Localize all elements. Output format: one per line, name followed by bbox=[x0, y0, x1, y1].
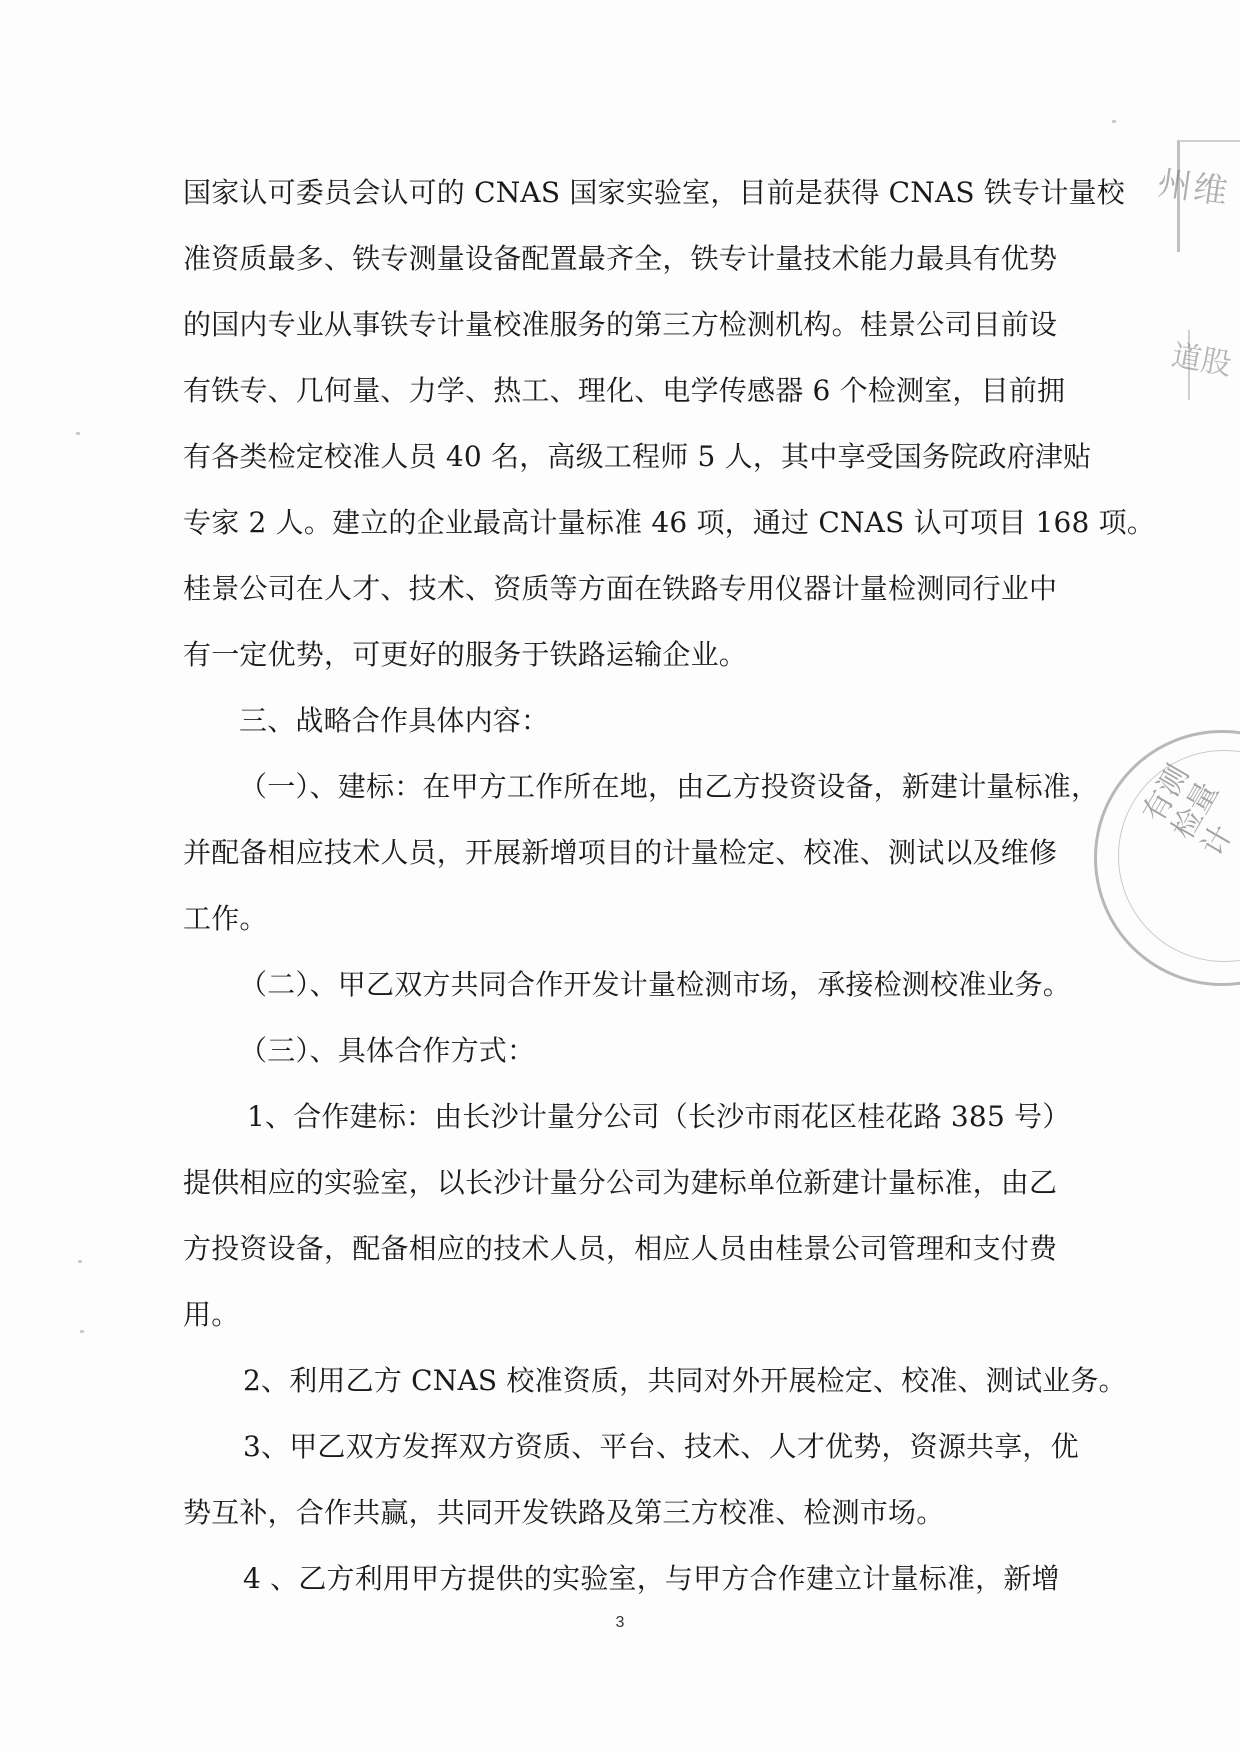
round-seal-text: 有测检量计 bbox=[1135, 759, 1240, 863]
subsection-line: （一）、建标：在甲方工作所在地，由乙方投资设备，新建计量标准， bbox=[239, 770, 1100, 803]
body-line: 专家 2 人。建立的企业最高计量标准 46 项，通过 CNAS 认可项目 168 项。 bbox=[183, 506, 1156, 539]
body-line: 工作。 bbox=[183, 902, 268, 935]
numbered-item-line: 3、甲乙双方发挥双方资质、平台、技术、人才优势，资源共享，优 bbox=[243, 1430, 1079, 1463]
numbered-item-line: 1、合作建标：由长沙计量分公司（长沙市雨花区桂花路 385 号） bbox=[247, 1100, 1071, 1133]
body-line: 有一定优势，可更好的服务于铁路运输企业。 bbox=[183, 638, 748, 671]
scan-speck bbox=[76, 432, 80, 435]
page-number: 3 bbox=[615, 1614, 625, 1631]
subsection-line: （二）、甲乙双方共同合作开发计量检测市场，承接检测校准业务。 bbox=[239, 968, 1072, 1001]
numbered-item-line: 2、利用乙方 CNAS 校准资质，共同对外开展检定、校准、测试业务。 bbox=[243, 1364, 1127, 1397]
body-line: 的国内专业从事铁专计量校准服务的第三方检测机构。桂景公司目前设 bbox=[183, 308, 1058, 341]
body-line: 有各类检定校准人员 40 名，高级工程师 5 人，其中享受国务院政府津贴 bbox=[183, 440, 1092, 473]
seal-fragment-middle-text: 道股 bbox=[1168, 338, 1234, 383]
scan-speck bbox=[80, 1330, 84, 1333]
body-line: 用。 bbox=[183, 1298, 240, 1331]
numbered-item-line: 4 、乙方利用甲方提供的实验室，与甲方合作建立计量标准，新增 bbox=[243, 1562, 1060, 1595]
body-line: 方投资设备，配备相应的技术人员，相应人员由桂景公司管理和支付费 bbox=[183, 1232, 1058, 1265]
body-line: 提供相应的实验室，以长沙计量分公司为建标单位新建计量标准，由乙 bbox=[183, 1166, 1058, 1199]
body-line: 国家认可委员会认可的 CNAS 国家实验室，目前是获得 CNAS 铁专计量校 bbox=[183, 176, 1125, 209]
section-heading: 三、战略合作具体内容： bbox=[239, 704, 550, 737]
body-line: 桂景公司在人才、技术、资质等方面在铁路专用仪器计量检测同行业中 bbox=[183, 572, 1058, 605]
scan-speck bbox=[78, 1260, 82, 1263]
scan-speck bbox=[1112, 120, 1116, 123]
body-line: 并配备相应技术人员，开展新增项目的计量检定、校准、测试以及维修 bbox=[183, 836, 1058, 869]
subsection-heading: （三）、具体合作方式： bbox=[239, 1034, 536, 1067]
body-line: 有铁专、几何量、力学、热工、理化、电学传感器 6 个检测室，目前拥 bbox=[183, 374, 1066, 407]
body-line: 势互补，合作共赢，共同开发铁路及第三方校准、检测市场。 bbox=[183, 1496, 945, 1529]
body-line: 准资质最多、铁专测量设备配置最齐全，铁专计量技术能力最具有优势 bbox=[183, 242, 1058, 275]
document-body bbox=[183, 160, 1156, 1612]
seal-fragment-top-text: 州维 bbox=[1155, 163, 1232, 213]
